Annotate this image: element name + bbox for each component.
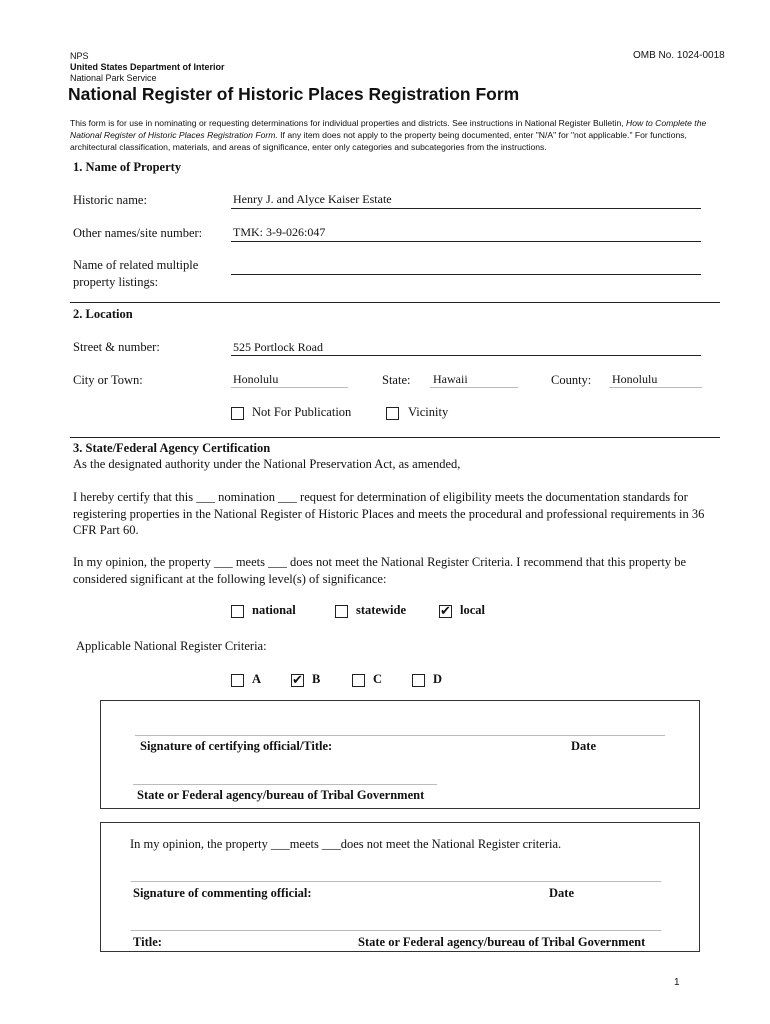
related-listings-label-1: Name of related multiple	[73, 258, 199, 272]
street-underline	[231, 355, 701, 356]
commenting-official-box	[100, 822, 700, 952]
vicinity-label: Vicinity	[408, 405, 449, 419]
street-field[interactable]: 525 Portlock Road	[233, 340, 323, 354]
authority-statement: As the designated authority under the National Preservation Act, as amended,	[73, 457, 461, 471]
national-checkbox[interactable]	[231, 605, 244, 618]
not-for-publication-label: Not For Publication	[252, 405, 352, 419]
criterion-d-checkbox[interactable]	[412, 674, 425, 687]
city-field[interactable]: Honolulu	[233, 372, 279, 386]
criterion-a-checkbox[interactable]	[231, 674, 244, 687]
commenting-title-line	[131, 930, 661, 931]
historic-name-label: Historic name:	[73, 193, 147, 207]
criterion-a-label: A	[252, 672, 262, 686]
certifying-agency-line	[133, 784, 437, 785]
other-names-label: Other names/site number:	[73, 226, 203, 240]
state-field[interactable]: Hawaii	[433, 372, 468, 386]
county-label: County:	[551, 373, 592, 387]
historic-name-underline	[231, 208, 701, 209]
certification-signature-box	[100, 700, 700, 809]
statewide-checkbox[interactable]	[335, 605, 348, 618]
commenting-title-label: Title:	[133, 935, 162, 949]
section-1-heading: 1. Name of Property	[73, 160, 182, 174]
opinion-paragraph: In my opinion, the property ___ meets ___ does not meet the National Register Criteria. I recommend that this property be considered significant at the following level(s) of significance:	[73, 555, 687, 586]
county-field[interactable]: Honolulu	[612, 372, 658, 386]
criterion-c-label: C	[373, 672, 383, 686]
vicinity-checkbox[interactable]	[386, 407, 399, 420]
national-label: national	[252, 603, 296, 617]
commenting-signature-label: Signature of commenting official:	[133, 886, 312, 900]
agency-abbrev: NPS	[70, 51, 89, 61]
criterion-b-checkbox[interactable]: ✔	[292, 673, 303, 688]
certifying-date-label: Date	[571, 739, 596, 753]
section-2-heading: 2. Location	[73, 307, 133, 321]
section-divider-1	[70, 302, 720, 303]
omb-number: OMB No. 1024-0018	[633, 50, 725, 61]
commenting-date-label: Date	[549, 886, 574, 900]
section-divider-2	[70, 437, 720, 438]
page-number: 1	[674, 977, 680, 988]
form-instructions: This form is for use in nominating or requesting determinations for individual properties and districts. See instructions in National Register Bulletin, How to Complete the National Register of Historic Places Registration Form. If any item does not apply to the property being documented, enter "N/A" for "not applicable." For functions, architectural classification, materials, and areas of significance, enter only categories and subcategories from the instructions.	[70, 118, 707, 152]
other-names-underline	[231, 241, 701, 242]
service-name: National Park Service	[70, 73, 157, 83]
commenting-agency-label: State or Federal agency/bureau of Tribal Government	[358, 935, 646, 949]
criteria-label: Applicable National Register Criteria:	[76, 639, 267, 653]
department-name: United States Department of Interior	[70, 62, 225, 72]
other-names-field[interactable]: TMK: 3-9-026:047	[233, 225, 326, 239]
state-underline	[430, 387, 518, 388]
certification-paragraph: I hereby certify that this ___ nomination ___ request for determination of eligibility meets the documentation standards for registering properties in the National Register of Historic Places and meets the procedural and professional requirements in 36 CFR Part 60.	[73, 490, 705, 537]
certifying-signature-label: Signature of certifying official/Title:	[140, 739, 333, 753]
state-label: State:	[382, 373, 411, 387]
not-for-publication-checkbox[interactable]	[231, 407, 244, 420]
certifying-signature-line	[135, 735, 665, 736]
section-3-heading: 3. State/Federal Agency Certification	[73, 441, 271, 455]
criterion-d-label: D	[433, 672, 443, 686]
statewide-label: statewide	[356, 603, 406, 617]
criterion-c-checkbox[interactable]	[352, 674, 365, 687]
city-label: City or Town:	[73, 373, 143, 387]
related-listings-label-2: property listings:	[73, 275, 159, 289]
historic-name-field[interactable]: Henry J. and Alyce Kaiser Estate	[233, 192, 392, 206]
page-title: National Register of Historic Places Registration Form	[68, 84, 520, 104]
certifying-agency-label: State or Federal agency/bureau of Tribal Government	[137, 788, 425, 802]
city-underline	[231, 387, 348, 388]
local-checkbox[interactable]: ✔	[440, 604, 451, 619]
commenting-signature-line	[131, 881, 661, 882]
commenting-opinion-text: In my opinion, the property ___meets ___does not meet the National Register criteria.	[130, 837, 562, 851]
criterion-b-label: B	[312, 672, 321, 686]
local-label: local	[460, 603, 485, 617]
related-listings-underline	[231, 274, 701, 275]
county-underline	[609, 387, 702, 388]
street-label: Street & number:	[73, 340, 160, 354]
